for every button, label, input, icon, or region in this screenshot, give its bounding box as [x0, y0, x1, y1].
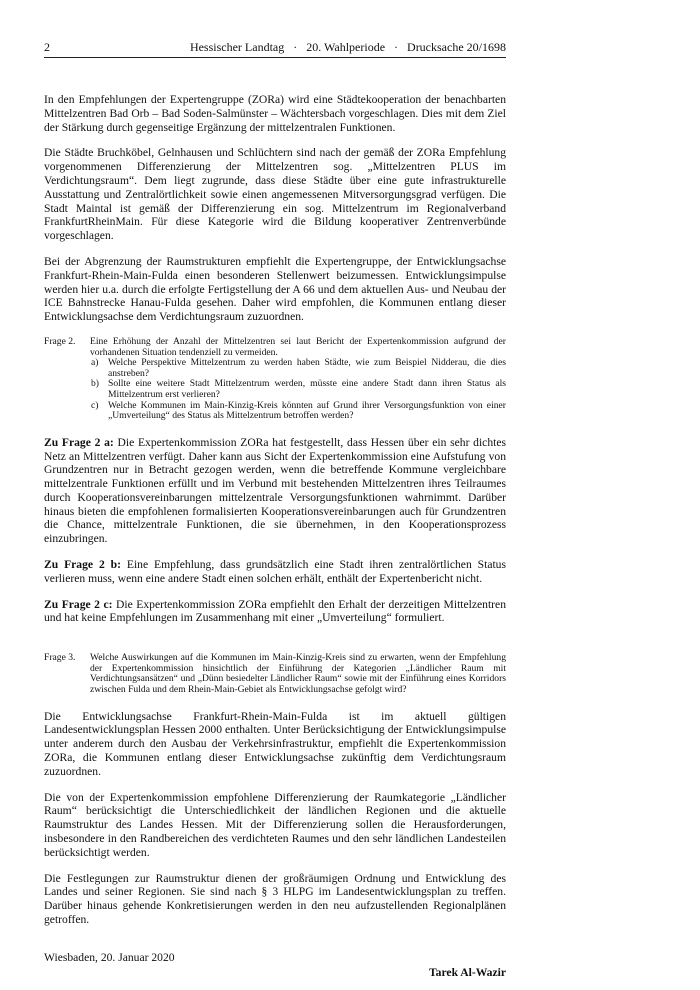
question-2-subitems: [90, 358, 506, 422]
question-2: [44, 337, 506, 422]
running-head: Hessischer Landtag · 20. Wahlperiode · Drucksache 20/1698: [189, 40, 506, 54]
answer-2a: [44, 436, 506, 546]
answer-2b: [44, 558, 506, 586]
answer-2c-text: Die Expertenkommission ZORa empfiehlt den Erhalt der derzeitigen Mittelzentren und hat keine Empfehlungen im Zusammenhang mit einer „Umverteilung“ formuliert.: [44, 597, 506, 625]
answer-2a-label: Zu Frage 2 a:: [44, 435, 114, 449]
answer-2c-label: Zu Frage 2 c:: [44, 597, 113, 611]
question-2b: [90, 379, 506, 400]
paragraph-zora-kooperation: In den Empfehlungen der Expertengruppe (ZORa) wird eine Städtekooperation der benachbarten Mittelzentren Bad Orb – Bad Soden-Salmünster – Wächtersbach vorgeschlagen. Dies mit dem Ziel der Stärkung durch gegenseitige Ergänzung der mittelzentralen Funktionen.: [44, 93, 506, 134]
document-page: [44, 40, 506, 979]
question-2b-text: Sollte eine weitere Stadt Mittelzentrum werden, müsste eine andere Stadt dann ihren Status als Mittelzentrum erst verlieren?: [108, 378, 506, 400]
question-2a-label: a): [91, 357, 99, 369]
question-2-body: [90, 337, 506, 422]
question-3-text: Welche Auswirkungen auf die Kommunen im Main-Kinzig-Kreis sind zu erwarten, wenn der Empfehlung der Expertenkommission hinsichtlich der Einführung der Kategorien „Ländlicher Raum mit Verdichtungsansätzen“ und „Dünn besiedelter Ländlicher Raum“ sowie mit der Einführung eines Korridors zwischen Fulda und dem Rhein-Main-Gebiet als Entwicklungsachse gefolgt wird?: [90, 652, 506, 696]
question-3: [44, 653, 506, 695]
answer-3-paragraph-2: Die von der Expertenkommission empfohlene Differenzierung der Raumkategorie „Ländlicher Raum“ berücksichtigt die Unterschiedlichkeit der ländlichen Regionen und die aktuelle Raumstruktur des Landes Hessen. Mit der Differenzierung sollen die Herausforderungen, insbesondere in den Randbereichen des verdichteten Raumes und den sehr ländlichen Landesteilen berücksichtigt werden.: [44, 790, 506, 859]
page-number: 2: [44, 40, 50, 54]
answer-3-paragraph-3: Die Festlegungen zur Raumstruktur dienen der großräumigen Ordnung und Entwicklung des Landes und seiner Regionen. Sie sind nach § 3 HLPG im Landesentwicklungsplan zu treffen. Darüber hinaus gehende Konkretisierungen werden in den neu aufzustellenden Regionalplänen getroffen.: [44, 871, 506, 926]
question-2c: [90, 401, 506, 422]
question-2b-label: b): [91, 378, 99, 390]
question-2-text: Eine Erhöhung der Anzahl der Mittelzentren sei laut Bericht der Expertenkommission aufgrund der vorhandenen Situation tendenziell zu vermeiden.: [90, 335, 506, 358]
answer-2c: [44, 598, 506, 626]
paragraph-entwicklungsachse: Bei der Abgrenzung der Raumstrukturen empfiehlt die Expertengruppe, der Entwicklungsachse Frankfurt-Rhein-Main-Fulda einen besonderen Stellenwert beizumessen. Entwicklungsimpulse werden hier u.a. durch die erfolgte Fertigstellung der A 66 und dem aktuellen Aus- und Neubau der ICE Bahnstrecke Hanau-Fulda gesehen. Daher wird empfohlen, die Kommunen entlang dieser Entwicklungsachse dem Verdichtungsraum zuzuordnen.: [44, 254, 506, 324]
paragraph-mittelzentren-plus: Die Städte Bruchköbel, Gelnhausen und Schlüchtern sind nach der gemäß der ZORa Empfehlung vorgenommenen Differenzierung der Mittelzentren sog. „Mittelzentren PLUS im Verdichtungsraum“. Dem liegt zugrunde, dass diese Städte über eine gute infrastrukturelle Ausstattung und Zentralörtlichkeit sowie einen angemessenen Mitversorgungsgrad verfügen. Die Stadt Maintal ist gemäß der Differenzierung ein sog. Mittelzentrum im Regionalverband FrankfurtRheinMain. Für diese Kategorie wird die Bildung kooperativer Zentrenverbünde vorgeschlagen.: [44, 146, 506, 243]
question-2a: [90, 358, 506, 379]
question-2c-text: Welche Kommunen im Main-Kinzig-Kreis könnten auf Grund ihrer Versorgungsfunktion von einer „Umverteilung“ des Status als Mittelzentrum betroffen werden?: [108, 399, 506, 422]
question-2-label: Frage 2.: [44, 335, 76, 347]
answer-2a-text: Die Expertenkommission ZORa hat festgestellt, dass Hessen über ein sehr dichtes Netz an Mittelzentren verfügt. Daher kann aus Sicht der Expertenkommission eine Aufstufung von Grundzentren nur in Betracht gezogen werden, wenn die betreffende Kommune vergleichbare mittelzentrale Funktionen erfüllt und im Verbund mit bestehenden Mittelzentren ihres Teilraumes durch Kooperationsvereinbarungen mittelzentrale Versorgungsfunktionen wahrnimmt. Darüber hinaus bieten die empfohlenen formalisierten Kooperationsvereinbarungen auch für Grundzentren die Chance, mittelzentrale Funktionen, die sie übernehmen, in den Kooperationsprozess einzubringen.: [44, 435, 506, 546]
answer-3-paragraph-1: Die Entwicklungsachse Frankfurt-Rhein-Main-Fulda ist im aktuell gültigen Landesentwicklungsplan Hessen 2000 enthalten. Unter Berücksichtigung der Entwicklungsimpulse unter anderem durch den Ausbau der Verkehrsinfrastruktur, empfiehlt die Expertenkommission ZORa, die Kommunen entlang dieser Entwicklungsachse zukünftig dem Verdichtungsraum zuzuordnen.: [44, 709, 506, 778]
question-3-label: Frage 3.: [44, 652, 76, 664]
place-date: Wiesbaden, 20. Januar 2020: [44, 950, 175, 964]
signer-name: Tarek Al-Wazir: [429, 965, 506, 979]
answer-2b-label: Zu Frage 2 b:: [44, 558, 121, 572]
page-header: [44, 40, 506, 58]
question-2a-text: Welche Perspektive Mittelzentrum zu werden haben Städte, wie zum Beispiel Nidderau, die dies anstreben?: [108, 357, 506, 379]
answer-2b-text: Eine Empfehlung, dass grundsätzlich eine Stadt ihren zentralörtlichen Status verlieren muss, wenn eine andere Stadt einen solchen erhält, enthält der Expertenbericht nicht.: [44, 558, 506, 585]
question-2c-label: c): [91, 399, 99, 411]
